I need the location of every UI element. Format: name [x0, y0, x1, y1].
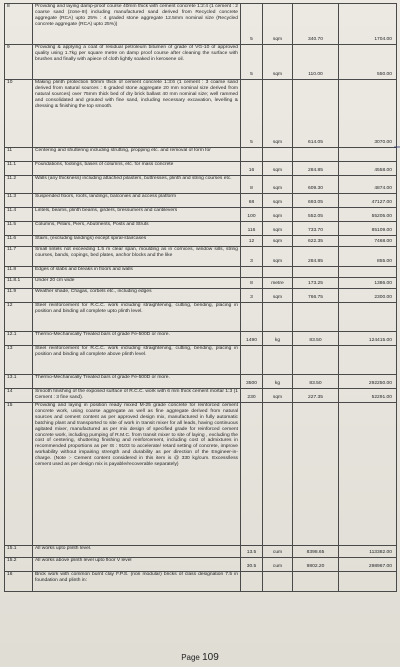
item-number: 10	[5, 80, 33, 148]
item-amount: 55205.00	[339, 208, 397, 222]
item-unit	[263, 267, 293, 278]
item-unit: sqm	[263, 247, 293, 267]
item-description: All works upto plinth level.	[33, 546, 241, 558]
boq-table	[4, 3, 397, 592]
item-unit: sqm	[263, 45, 293, 80]
item-amount	[339, 267, 397, 278]
item-number: 11.8.1	[5, 278, 33, 289]
item-number: 11.6	[5, 236, 33, 247]
item-rate: 340.70	[293, 4, 339, 45]
item-unit: sqm	[263, 176, 293, 194]
item-number: 12.1	[5, 332, 33, 346]
item-number: 11.4	[5, 208, 33, 222]
item-unit: kg	[263, 375, 293, 389]
item-unit: sqm	[263, 289, 293, 303]
item-rate: 9802.20	[293, 558, 339, 572]
item-number: 15.1	[5, 546, 33, 558]
item-amount	[339, 572, 397, 592]
table-row	[5, 558, 397, 572]
item-amount: 4874.00	[339, 176, 397, 194]
item-description: Thermo-Mechanically Treated bars of grade Fe-500D or more.	[33, 375, 241, 389]
item-number: 15	[5, 403, 33, 546]
item-amount: 52291.00	[339, 389, 397, 403]
table-row	[5, 303, 397, 332]
table-row	[5, 194, 397, 208]
item-number: 11	[5, 148, 33, 162]
table-row	[5, 403, 397, 546]
item-amount	[339, 303, 397, 332]
item-description: Small lintels not exceeding 1.5 m clear span, moulding as in cornices, window sills, string courses, bands, copings, bed plates, anchor blocks and the like	[33, 247, 241, 267]
table-row	[5, 389, 397, 403]
page-number: 109	[202, 652, 219, 663]
item-quantity: 116	[241, 222, 263, 236]
item-rate: 552.05	[293, 208, 339, 222]
item-rate: 733.70	[293, 222, 339, 236]
item-quantity	[241, 572, 263, 592]
item-rate: 83.50	[293, 375, 339, 389]
table-row	[5, 546, 397, 558]
item-unit	[263, 148, 293, 162]
item-rate: 8398.65	[293, 546, 339, 558]
item-description: Brick work with common burnt clay F.P.S. (non modular) bricks of class designation 7.5 in foundation and plinth in:	[33, 572, 241, 592]
item-number: 14	[5, 389, 33, 403]
item-unit: sqm	[263, 80, 293, 148]
item-amount	[339, 346, 397, 375]
item-description: Steel reinforcement for R.C.C. work including straightening, cutting, bending, placing in position and binding all complete above plinth level.	[33, 346, 241, 375]
item-quantity: 1490	[241, 332, 263, 346]
item-quantity	[241, 148, 263, 162]
item-quantity: 5	[241, 4, 263, 45]
item-number: 13.1	[5, 375, 33, 389]
page-label: Page	[181, 653, 200, 662]
table-row	[5, 572, 397, 592]
item-amount: 7468.00	[339, 236, 397, 247]
item-rate	[293, 572, 339, 592]
item-amount	[339, 403, 397, 546]
item-unit: sqm	[263, 236, 293, 247]
item-rate: 173.25	[293, 278, 339, 289]
item-number: 11.9	[5, 289, 33, 303]
item-rate	[293, 303, 339, 332]
item-number: 11.8	[5, 267, 33, 278]
item-unit: sqm	[263, 162, 293, 176]
item-unit	[263, 346, 293, 375]
item-quantity	[241, 346, 263, 375]
item-unit: sqm	[263, 222, 293, 236]
item-quantity: 230	[241, 389, 263, 403]
item-number: 9	[5, 45, 33, 80]
item-rate: 766.75	[293, 289, 339, 303]
item-quantity	[241, 303, 263, 332]
item-amount: 1704.00	[339, 4, 397, 45]
page-footer	[0, 652, 400, 663]
item-number: 11.3	[5, 194, 33, 208]
item-amount: 85109.00	[339, 222, 397, 236]
item-description: Thermo-Mechanically Treated bars of grade Fe-500D or more.	[33, 332, 241, 346]
item-number: 11.2	[5, 176, 33, 194]
table-row	[5, 162, 397, 176]
table-row	[5, 208, 397, 222]
item-amount: 113382.00	[339, 546, 397, 558]
item-description: Providing and laying damp-proof course 40mm thick with cement concrete 1:2:4 (1 cement : 2 coarse sand (zone-III) including manufactured sand derived from Recycled concrete aggregate (RCA) upto 25% : 4 graded stone aggregate 12.5mm nominal size (Recycled concrete aggregate (RCA) upto 25%))	[33, 4, 241, 45]
item-unit: sqm	[263, 4, 293, 45]
item-unit: cum	[263, 546, 293, 558]
item-amount: 2300.00	[339, 289, 397, 303]
item-amount: 3070.00	[339, 80, 397, 148]
item-description: Centering and shuttering including strutting, propping etc. and removal of form for	[33, 148, 241, 162]
item-rate	[293, 403, 339, 546]
table-row	[5, 222, 397, 236]
item-rate	[293, 346, 339, 375]
item-number: 11.5	[5, 222, 33, 236]
item-rate: 227.35	[293, 389, 339, 403]
item-quantity: 13.5	[241, 546, 263, 558]
item-number: 12	[5, 303, 33, 332]
table-row	[5, 278, 397, 289]
item-quantity	[241, 403, 263, 546]
item-number: 16	[5, 572, 33, 592]
item-description: Columns, Pillars, Piers, Abutments, Posts and Struts	[33, 222, 241, 236]
item-unit: kg	[263, 332, 293, 346]
item-amount: 292250.00	[339, 375, 397, 389]
item-quantity: 8	[241, 278, 263, 289]
item-quantity: 3	[241, 247, 263, 267]
table-row	[5, 176, 397, 194]
item-quantity: 12	[241, 236, 263, 247]
item-number: 8	[5, 4, 33, 45]
item-description: Foundations, footings, bases of columns, etc. for mass concrete	[33, 162, 241, 176]
item-amount	[339, 148, 397, 162]
table-row	[5, 247, 397, 267]
table-row	[5, 148, 397, 162]
table-row	[5, 289, 397, 303]
item-amount: 298967.00	[339, 558, 397, 572]
item-description: Smooth finishing of the exposed surface of R.C.C. work with 6 mm thick cement mortar 1:3 (1 Cement : 3 fine sand).	[33, 389, 241, 403]
item-quantity: 68	[241, 194, 263, 208]
item-rate: 614.05	[293, 80, 339, 148]
item-amount: 47127.00	[339, 194, 397, 208]
item-rate: 83.50	[293, 332, 339, 346]
item-description: Walls (any thickness) including attached pilasters, buttresses, plinth and string courses etc.	[33, 176, 241, 194]
item-rate: 284.85	[293, 162, 339, 176]
item-description: Edges of slabs and breaks in floors and walls	[33, 267, 241, 278]
item-unit: cum	[263, 558, 293, 572]
item-quantity: 8	[241, 176, 263, 194]
item-quantity: 3	[241, 289, 263, 303]
item-unit	[263, 403, 293, 546]
item-description: Providing & applying a coat of residual petroleum bitumen of grade of VG-10 of approved quality using 1.7kg per square metre on damp proof course after cleaning the surface with brushes and finally with apiece of cloth lightly soaked in kerosene oil.	[33, 45, 241, 80]
item-number: 11.1	[5, 162, 33, 176]
item-description: All works above plinth level upto floor V level	[33, 558, 241, 572]
item-description: Suspended floors, roofs, landings, balconies and access platform	[33, 194, 241, 208]
boq-table-body	[5, 4, 397, 592]
table-row	[5, 346, 397, 375]
table-row	[5, 267, 397, 278]
table-row	[5, 375, 397, 389]
item-number: 15.2	[5, 558, 33, 572]
item-quantity: 16	[241, 162, 263, 176]
table-row	[5, 45, 397, 80]
item-description: Lintels, beams, plinth beams, girders, bressumers and cantilevers	[33, 208, 241, 222]
item-amount: 1386.00	[339, 278, 397, 289]
item-rate: 284.85	[293, 247, 339, 267]
item-rate: 622.35	[293, 236, 339, 247]
item-unit	[263, 303, 293, 332]
table-row	[5, 332, 397, 346]
item-number: 13	[5, 346, 33, 375]
item-quantity: 5	[241, 45, 263, 80]
item-rate: 693.05	[293, 194, 339, 208]
table-row	[5, 236, 397, 247]
item-number: 11.7	[5, 247, 33, 267]
item-amount: 550.00	[339, 45, 397, 80]
item-amount: 855.00	[339, 247, 397, 267]
item-quantity: 30.5	[241, 558, 263, 572]
item-quantity: 5	[241, 80, 263, 148]
item-description: Steel reinforcement for R.C.C. work including straightening, cutting, bending, placing in position and binding all complete upto plinth level.	[33, 303, 241, 332]
item-unit: metre	[263, 278, 293, 289]
item-amount: 4558.00	[339, 162, 397, 176]
item-description: Making plinth protection 50mm thick of cement concrete 1:3:6 (1 cement : 3 coarse sand derived from natural sources : 6 graded stone aggregate 20 mm nominal size derived from natural sources) over 75mm thick bed of dry brick ballast 40 mm nominal size; well rammed and consolidated and grouted with fine sand, including necessary excavation, levelling & dressing & finishing the top smooth.	[33, 80, 241, 148]
item-quantity: 3500	[241, 375, 263, 389]
item-unit	[263, 572, 293, 592]
item-rate	[293, 267, 339, 278]
item-quantity: 100	[241, 208, 263, 222]
table-row	[5, 4, 397, 45]
item-unit: sqm	[263, 208, 293, 222]
item-quantity	[241, 267, 263, 278]
item-amount: 124415.00	[339, 332, 397, 346]
item-description: Under 20 cm wide	[33, 278, 241, 289]
item-description: Providing and laying in position ready mixed M-25 grade concrete for reinforced cement concrete work, using coarse aggregate as well as fine aggregate derived from natural sources and cement content as per approved design mix, manufactured in fully automatic batching plant and transported to site of work in transit mixer for all leads, having continuous agitated mixer, manufactured as per mix design of specified grade for reinforced cement concrete work, including pumping of R.M.C. from transit mixer to site of laying , excluding the cost of centering, shuttering finishing and reinforcement, including cost of admixtures in recommended proportions as per IS : 9103 to accelerate/ retard setting of concrete, improve workability without impairing strength and durability as per direction of the Engineer-in-charge. (Note :- Cement content considered in this item is @ 330 kg/cum. Excess/less cement used as per design mix is payable/recoverable separately)	[33, 403, 241, 546]
item-description: Weather shade, Chajjas, corbels etc., including edges	[33, 289, 241, 303]
item-unit: sqm	[263, 389, 293, 403]
pen-mark	[394, 143, 400, 151]
item-rate: 110.00	[293, 45, 339, 80]
item-description: Stairs, (excluding landings) except spiral-staircases	[33, 236, 241, 247]
item-unit: sqm	[263, 194, 293, 208]
table-row	[5, 80, 397, 148]
item-rate: 609.30	[293, 176, 339, 194]
item-rate	[293, 148, 339, 162]
